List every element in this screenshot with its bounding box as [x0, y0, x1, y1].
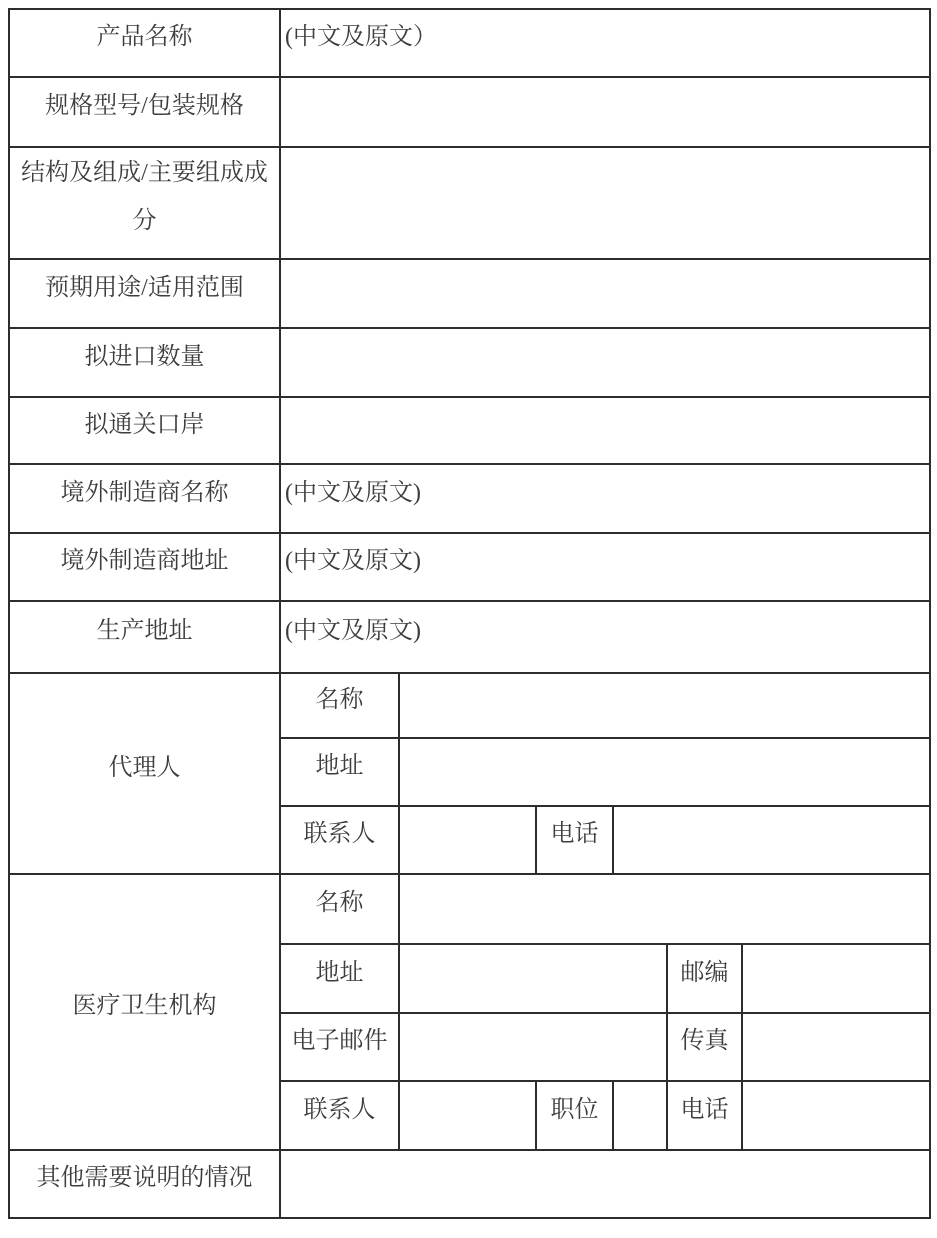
medical-address-label: 地址 — [280, 944, 399, 1013]
medical-position-label: 职位 — [536, 1081, 613, 1150]
medical-contact-value[interactable] — [399, 1081, 536, 1150]
table-row — [9, 397, 930, 464]
import-quantity-value[interactable] — [280, 328, 930, 397]
overseas-manufacturer-address-value[interactable]: (中文及原文) — [280, 533, 930, 601]
production-address-value[interactable]: (中文及原文) — [280, 601, 930, 673]
table-row — [9, 259, 930, 328]
medical-contact-label: 联系人 — [280, 1081, 399, 1150]
medical-institution-label: 医疗卫生机构 — [9, 874, 280, 1150]
intended-use-label: 预期用途/适用范围 — [9, 259, 280, 328]
table-row — [9, 328, 930, 397]
medical-name-value[interactable] — [399, 874, 930, 944]
agent-contact-label: 联系人 — [280, 806, 399, 874]
overseas-manufacturer-address-label: 境外制造商地址 — [9, 533, 280, 601]
product-name-value[interactable]: (中文及原文） — [280, 9, 930, 77]
medical-address-value[interactable] — [399, 944, 667, 1013]
table-row — [9, 874, 930, 944]
customs-port-value[interactable] — [280, 397, 930, 464]
medical-phone-value[interactable] — [742, 1081, 930, 1150]
spec-model-label: 规格型号/包装规格 — [9, 77, 280, 147]
agent-address-label: 地址 — [280, 738, 399, 806]
application-form-table — [8, 8, 931, 1219]
agent-contact-value[interactable] — [399, 806, 536, 874]
table-row — [9, 1150, 930, 1218]
table-row — [9, 9, 930, 77]
agent-address-value[interactable] — [399, 738, 930, 806]
agent-phone-label: 电话 — [536, 806, 613, 874]
medical-name-label: 名称 — [280, 874, 399, 944]
medical-position-value[interactable] — [613, 1081, 667, 1150]
table-row — [9, 673, 930, 738]
agent-name-label: 名称 — [280, 673, 399, 738]
medical-phone-label: 电话 — [667, 1081, 742, 1150]
agent-name-value[interactable] — [399, 673, 930, 738]
structure-composition-label: 结构及组成/主要组成成分 — [9, 147, 280, 259]
product-name-label: 产品名称 — [9, 9, 280, 77]
overseas-manufacturer-name-value[interactable]: (中文及原文) — [280, 464, 930, 533]
medical-email-value[interactable] — [399, 1013, 667, 1081]
medical-postcode-label: 邮编 — [667, 944, 742, 1013]
table-row — [9, 147, 930, 259]
other-notes-label: 其他需要说明的情况 — [9, 1150, 280, 1218]
overseas-manufacturer-name-label: 境外制造商名称 — [9, 464, 280, 533]
table-row — [9, 601, 930, 673]
agent-phone-value[interactable] — [613, 806, 930, 874]
production-address-label: 生产地址 — [9, 601, 280, 673]
spec-model-value[interactable] — [280, 77, 930, 147]
agent-label: 代理人 — [9, 673, 280, 874]
structure-composition-value[interactable] — [280, 147, 930, 259]
other-notes-value[interactable] — [280, 1150, 930, 1218]
customs-port-label: 拟通关口岸 — [9, 397, 280, 464]
table-row — [9, 77, 930, 147]
medical-postcode-value[interactable] — [742, 944, 930, 1013]
medical-fax-value[interactable] — [742, 1013, 930, 1081]
table-row — [9, 464, 930, 533]
medical-fax-label: 传真 — [667, 1013, 742, 1081]
intended-use-value[interactable] — [280, 259, 930, 328]
medical-email-label: 电子邮件 — [280, 1013, 399, 1081]
table-row — [9, 533, 930, 601]
import-quantity-label: 拟进口数量 — [9, 328, 280, 397]
